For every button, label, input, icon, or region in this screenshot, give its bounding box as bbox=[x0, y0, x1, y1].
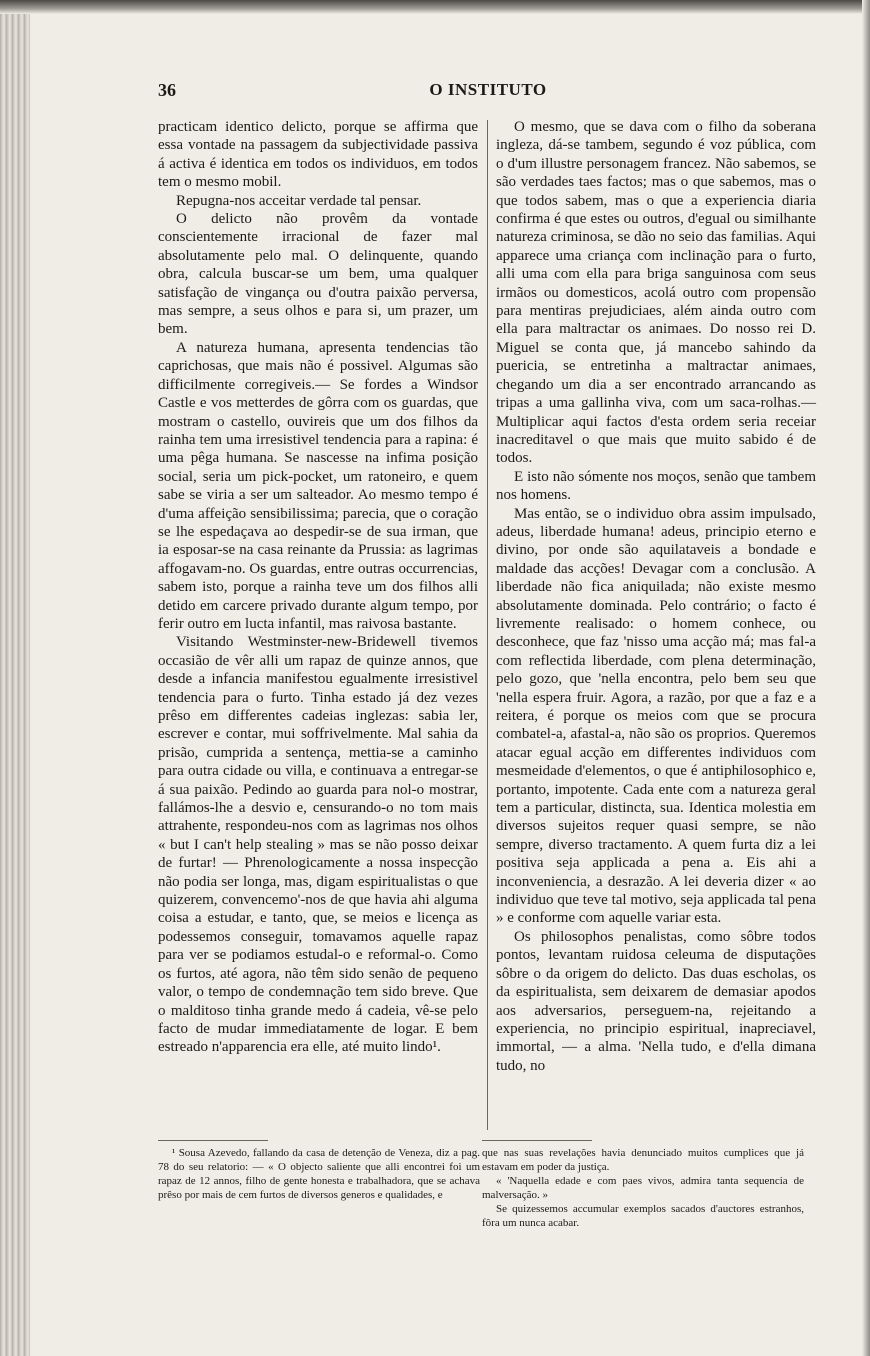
paragraph: Mas então, se o individuo obra assim impulsado, adeus, liberdade humana! adeus, principio eterno e divino, por onde são aquilataveis a bondade e maldade das acções! Devagar com a conclusão. A liberdade não fica aniquilada; não existe mesmo absolutamente dominada. Pelo contrário; o facto é livremente realisado: o homem conhece, ou desconhece, que faz 'nisso uma acção má; mas fal-a com reflectida liberdade, com plena determinação, pelo gozo, que 'nella encontra, pelo bem seu que 'nella espera fruir. Agora, a razão, por que a faz e a reitera, é porque os meios com que se procura combatel-a, afastal-a, não são os proprios. Queremos atacar egual acção em differentes individuos com mesmeidade d'elementos, o que é antiphilosophico e, portanto, impotente. Cada ente com a natureza geral tem a particular, distincta, sua. Identica molestia em diversos sujeitos requer quasi sempre, se não sempre, diverso tractamento. A quem furta diz a lei positiva seja applicada a pena a. Eis ahi a inconveniencia, a desrazão. A lei deveria dizer « ao individuo que teve tal motivo, seja applicada tal pena » e conforme com aquelle variar esta. bbox=[496, 505, 816, 927]
footnote-rule-left bbox=[158, 1140, 268, 1141]
left-column bbox=[158, 118, 478, 1057]
paragraph: Visitando Westminster-new-Bridewell tivemos occasião de vêr alli um rapaz de quinze annos, que desde a infancia manifestou egualmente irresistivel tendencia para o furto. Tinha estado já dez vezes prêso em differentes cadeias inglezas: sabia ler, escrever e contar, mui soffrivelmente. Mal sahia da prisão, cumprida a sentença, mettia-se a caminho para outra cidade ou villa, e continuava a entregar-se á sua paixão. Pedindo ao guarda para nol-o mostrar, fallámos-lhe a desvio e, censurando-o no tom mais attrahente, respondeu-nos com as lagrimas nos olhos « but I can't help stealing » mas se não posso deixar de furtar! — Phrenologicamente a nossa inspecção não podia ser longa, mas, digam espiritualistas o que quizerem, convencemo'-nos de que havia ahi alguma coisa a estudar, e tanto, que, se meios e licença as podessemos conseguir, tomavamos aquelle rapaz para ver se podiamos estudal-o e reformal-o. Como os furtos, até agora, não têm sido senão de pequeno valor, o tempo de condemnação tem sido breve. Que o malditoso tinha grande medo á cadeia, vê-se pelo facto de mudar immediatamente de logar. E bem estreado n'apparencia era elle, até muito lindo¹. bbox=[158, 634, 478, 1056]
page-header bbox=[158, 80, 818, 106]
footnote-rule-right bbox=[482, 1140, 592, 1141]
paragraph: O mesmo, que se dava com o filho da soberana ingleza, dá-se tambem, segundo é voz pública, com o d'um illustre personagem francez. Não sabemos, se são verdades taes factos; mas o que sabemos, mas o que todos sabem, mas o que a experiencia diaria confirma é que estes ou outros, d'egual ou similhante natureza criminosa, se dão no seio das familias. Aqui apparece uma criança com inclinação para o furto, alli uma com ella para briga sanguinosa com seus irmãos ou domesticos, acolá outro com propensão para mentiras prejudiciaes, além ainda outro com ella para maltractar os animaes. Do nosso rei D. Miguel se conta que, já mancebo sahindo da puericia, se entretinha a maltractar animaes, chegando um dia a ser encontrado arrancando as tripas a uma gallinha viva, com um saca-rolhas.— Multiplicar aqui factos d'esta ordem seria receiar inacreditavel o que mais que muito sabido é de todos. bbox=[496, 119, 816, 467]
top-page-edge bbox=[0, 0, 870, 14]
right-page-edge bbox=[862, 0, 870, 1356]
running-title: O INSTITUTO bbox=[429, 80, 547, 99]
footnote-right bbox=[482, 1146, 804, 1230]
paragraph: Os philosophos penalistas, como sôbre todos pontos, levantam ruidosa celeuma de disputações sôbre o da origem do delicto. Das duas escholas, os da espiritualista, sem deixarem de demasiar apodos aos adversarios, perseguem-na, rejeitando a experiencia, no principio espiritual, inapreciavel, immortal, — a alma. 'Nella tudo, e d'ella dimana tudo, no bbox=[496, 928, 816, 1074]
paragraph: practicam identico delicto, porque se affirma que essa vontade na passagem da subjectividade passiva á activa é identica em todos os individuos, em todos tem o mesmo mobil. bbox=[158, 119, 478, 191]
footnote-text: Se quizessemos accumular exemplos sacados d'auctores estranhos, fôra um nunca acabar. bbox=[482, 1203, 804, 1229]
footnote-text: « 'Naquella edade e com paes vivos, admira tanta sequencia de malversação. » bbox=[482, 1175, 804, 1201]
paragraph: Repugna-nos acceitar verdade tal pensar. bbox=[176, 192, 422, 209]
paragraph: O delicto não provêm da vontade conscientemente irracional de fazer mal absolutamente pelo mal. O delinquente, quando obra, calcula buscar-se um bem, uma qualquer satisfação de vingança ou d'outra paixão perversa, mas sempre, a seus olhos e para si, um prazer, um bem. bbox=[158, 211, 478, 338]
footnote-text: ¹ Sousa Azevedo, fallando da casa de detenção de Veneza, diz a pag. 78 do seu relatorio: — « O objecto saliente que alli encontrei foi um rapaz de 12 annos, filho de gente honesta e trabalhadora, que se achava prêso por mais de cem furtos de diversos generos e qualidades, e bbox=[158, 1147, 480, 1201]
right-column bbox=[496, 118, 816, 1075]
column-divider bbox=[487, 120, 488, 1130]
footnote-left bbox=[158, 1146, 480, 1202]
paragraph: E isto não sómente nos moços, senão que tambem nos homens. bbox=[496, 468, 816, 504]
footnote-text: que nas suas revelações havia denunciado muitos cumplices que já estavam em poder da justiça. bbox=[482, 1147, 804, 1173]
page-number: 36 bbox=[158, 80, 176, 100]
book-binding-edge bbox=[0, 0, 30, 1356]
paragraph: A natureza humana, apresenta tendencias tão caprichosas, que mais não é possivel. Algumas são difficilmente corregiveis.— Se fordes a Windsor Castle e vos metterdes de gôrra com os guardas, que mostram o castello, ouvireis que um dos filhos da rainha tem uma irresistivel tendencia para a rapina: é uma pêga humana. Se nascesse na infima posição social, seria um pick-pocket, um ratoneiro, e quem sabe se viria a ser um salteador. Ao mesmo tempo é d'uma affeição sensibilissima; parecia, que o coração se lhe espedaçava ao despedir-se de sua irman, que ia esposar-se na casa reinante da Prussia: as lagrimas affogavam-no. Os guardas, entre outras occurrencias, sabem isto, porque a rainha teve um dos filhos alli detido em carcere privado durante algum tempo, por ferir outro em lucta infantil, mas raivosa bastante. bbox=[158, 339, 478, 632]
